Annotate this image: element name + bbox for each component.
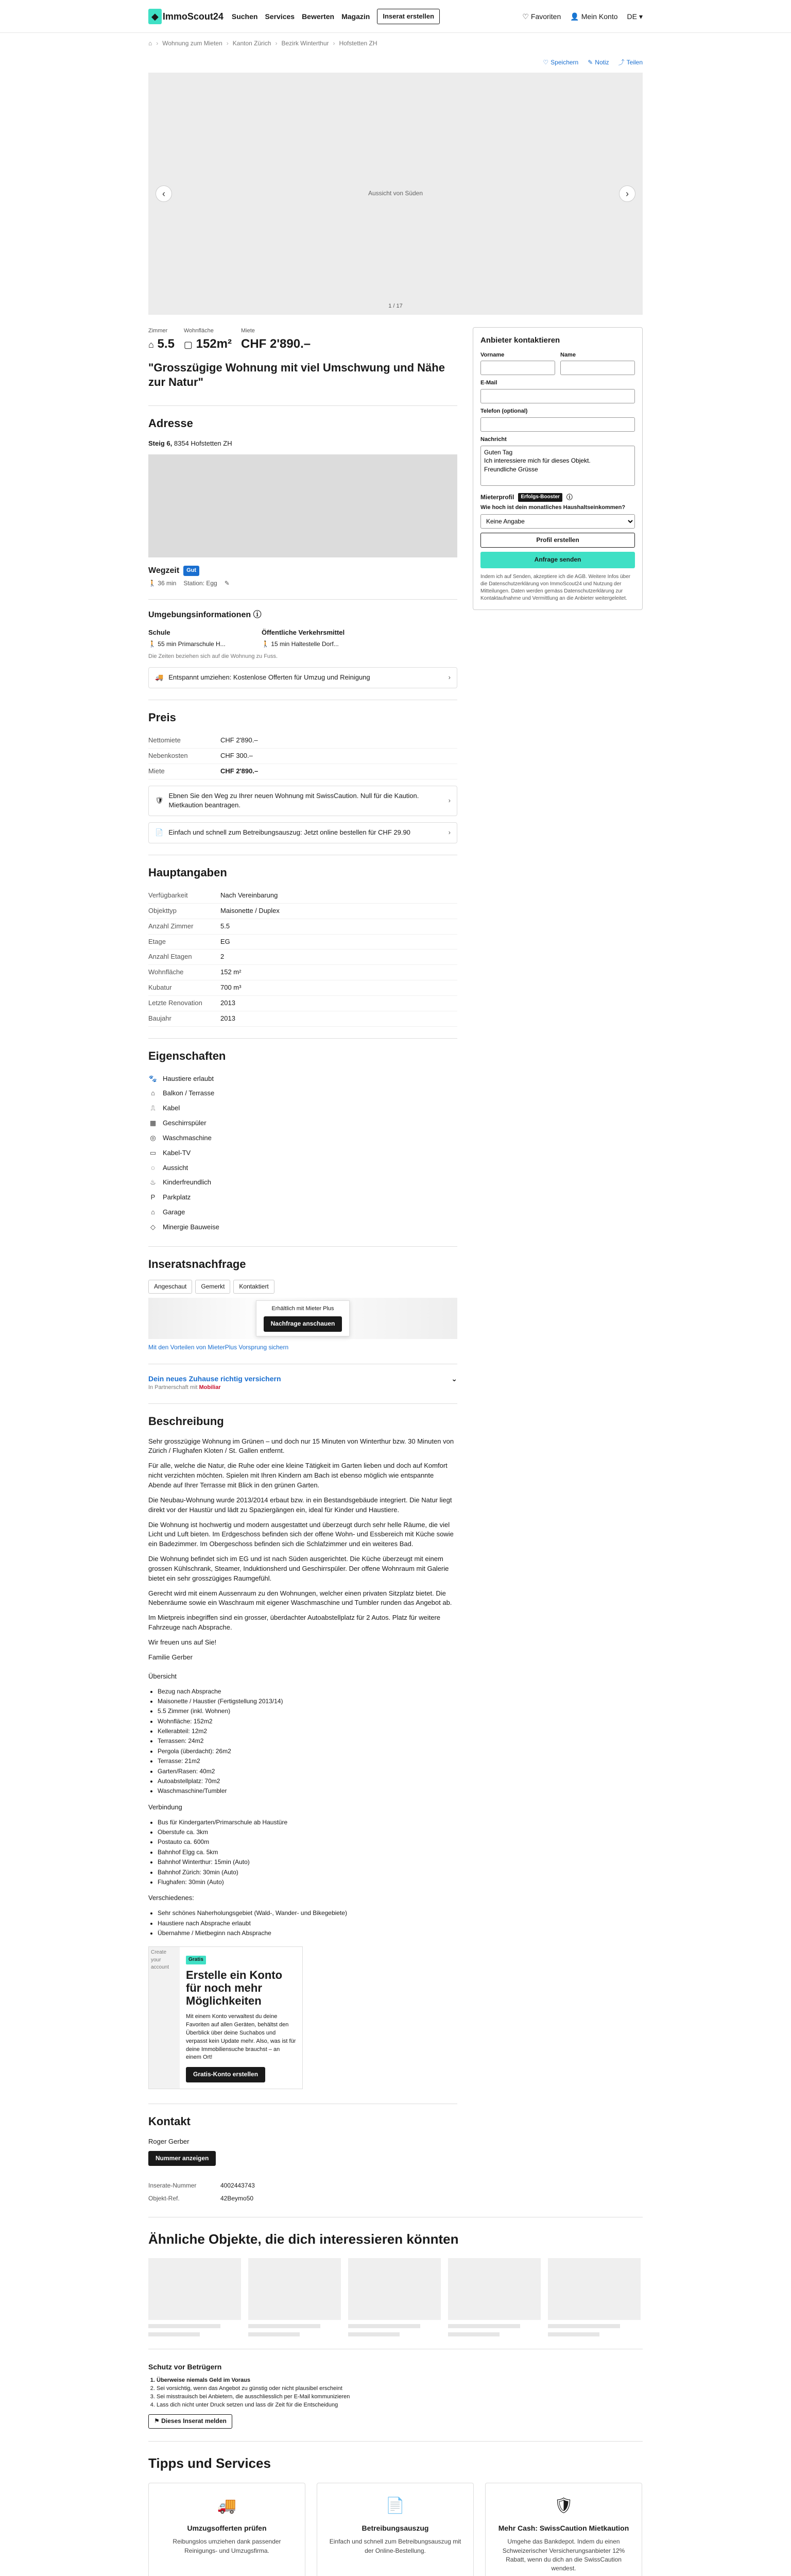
price-row: Nebenkosten CHF 300.– xyxy=(148,749,457,764)
contact-form xyxy=(473,327,643,610)
cable-icon: ⎍ xyxy=(150,1104,156,1112)
heart-icon: ♡ xyxy=(543,59,549,66)
save-button[interactable]: ♡ Speichern xyxy=(543,58,578,67)
message-label: Nachricht xyxy=(480,436,507,443)
env-note: Die Zeiten beziehen sich auf die Wohnung zu Fuss. xyxy=(148,653,278,660)
view-icon: ◌ xyxy=(151,1163,155,1172)
description-paragraph: Wir freuen uns auf Sie! xyxy=(148,1638,217,1646)
chevron-right-icon: › xyxy=(448,828,451,837)
chevron-right-icon: › xyxy=(448,796,451,805)
description-paragraph: Gerecht wird mit einem Aussenraum zu den Wohnungen, welcher einen privaten Sitzplatz bietet. Die Nebenräume sowie ein Waschraum mit eigener Waschmaschine und Tumbler runden das Angebot ab. xyxy=(148,1589,452,1607)
promo-moving[interactable]: 🚚 Entspannt umziehen: Kostenlose Offerten für Umzug und Reinigung › xyxy=(148,667,457,688)
shield-icon: 🛡 xyxy=(554,2497,574,2514)
key-facts xyxy=(148,327,457,353)
description-list-item: • Terrassen: 24m2 xyxy=(158,1736,457,1746)
transport-title: Verbindung xyxy=(148,1803,182,1811)
env-title: Umgebungsinformationen ⓘ xyxy=(148,611,262,620)
privacy-notice: Indem ich auf Senden, akzeptiere ich die AGB. Weitere Infos über die Datenschutzerklärung von ImmoScout24 und Nutzung der Mitteilungen. Daten werden gemäss Datenschutzerklärung zur Kontaktaufnahme und Vermittlung an die Anbieter weitergeleitet. xyxy=(480,573,631,601)
last-name-label: Name xyxy=(560,351,576,358)
tab-saved[interactable]: Gemerkt xyxy=(195,1280,230,1294)
feature-item: ⌂ Balkon / Terrasse xyxy=(148,1086,457,1101)
description-list-item: • Wohnfläche: 152m2 xyxy=(158,1717,457,1726)
mieterplus-link[interactable]: Mit den Vorteilen von MieterPlus Vorsprung sichern xyxy=(148,1344,289,1351)
info-row: Objekttyp Maisonette / Duplex xyxy=(148,904,457,919)
tv-icon: ▭ xyxy=(149,1148,157,1157)
info-icon[interactable]: ⓘ xyxy=(253,611,262,620)
feature-item: ◌ Aussicht xyxy=(148,1161,457,1176)
document-icon: 📄 xyxy=(155,828,164,837)
balcony-icon: ⌂ xyxy=(151,1089,155,1097)
show-number-button[interactable]: Nummer anzeigen xyxy=(148,2151,216,2166)
insurance-partner: In Partnerschaft mit Mobiliar xyxy=(148,1384,221,1391)
walk-icon: 🚶 xyxy=(148,579,156,587)
description-title: Beschreibung xyxy=(148,1414,224,1428)
similar-title: Ähnliche Objekte, die dich interessieren könnten xyxy=(148,2231,459,2247)
tip-title: Umzugsofferten prüfen xyxy=(187,2524,267,2533)
description-paragraph: Die Wohnung ist hochwertig und modern ausgestattet und überzeugt durch sehr helle Räume, die viel Licht und Luft bieten. Im Erdgeschoss befinden sich der offene Wohn- und Essbereich mit Küche sowie ein Badezimmer. Im Obergeschoss befinden sich die Schlafzimmer und ein weiteres Bad. xyxy=(148,1520,454,1548)
pet-icon: 🐾 xyxy=(148,1074,158,1082)
description-list-item: • Garten/Rasen: 40m2 xyxy=(158,1767,457,1776)
contact-title: Kontakt xyxy=(148,2114,191,2128)
contact-name: Roger Gerber xyxy=(148,2137,190,2145)
promo-debt-register[interactable]: 📄 Einfach und schnell zum Betreibungsauszug: Jetzt online bestellen für CHF 29.90 › xyxy=(148,822,457,843)
phone-input[interactable] xyxy=(480,417,635,432)
description-list-item: • Kellerabteil: 12m2 xyxy=(158,1726,457,1736)
info-row: Verfügbarkeit Nach Vereinbarung xyxy=(148,888,457,904)
rooms-value: 5.5 xyxy=(157,336,175,351)
mineral-icon: ◇ xyxy=(150,1223,156,1231)
description-list-item: • 5.5 Zimmer (inkl. Wohnen) xyxy=(158,1706,457,1716)
nav-services[interactable]: Services xyxy=(265,12,295,21)
income-select[interactable] xyxy=(480,514,635,529)
object-ref-row: Objekt-Ref. 42Beymo50 xyxy=(148,2195,254,2202)
garage-icon: ⌂ xyxy=(151,1208,155,1216)
price-value: CHF 2'890.– xyxy=(240,336,311,351)
message-input[interactable] xyxy=(480,446,635,486)
description-list-item: • Postauto ca. 600m xyxy=(158,1837,457,1847)
description-paragraph: Familie Gerber xyxy=(148,1653,193,1661)
shield-icon: 🛡 xyxy=(155,796,164,805)
rooms-label: Zimmer xyxy=(148,327,168,334)
chevron-down-icon: ▾ xyxy=(639,12,643,21)
description-paragraph: Im Mietpreis inbegriffen sind ein grosser, überdachter Autoabstellplatz für 2 Autos. Platz für weitere Fahrzeuge nach Absprache. xyxy=(148,1614,441,1632)
breadcrumb-item[interactable]: Kanton Zürich xyxy=(232,40,271,47)
edit-icon[interactable]: ✎ xyxy=(224,579,230,587)
user-icon: 👤 xyxy=(570,12,579,21)
chevron-right-icon: › xyxy=(626,188,629,199)
income-question: Wie hoch ist dein monatliches Haushaltseinkommen? xyxy=(480,504,626,511)
tip-text: Umgehe das Bankdepot. Indem du einen Schweizerischer Versicherungsanbieter 12% Rabatt, wenn du dich an die SwissCaution wendest. xyxy=(502,2538,625,2572)
description-list-item: • Bezug nach Absprache xyxy=(158,1687,457,1697)
station-name: Station: Egg xyxy=(183,579,217,587)
fraud-tip: 1. Überweise niemals Geld im Voraus xyxy=(157,2377,643,2385)
similar-listings xyxy=(148,2258,643,2336)
similar-card[interactable] xyxy=(548,2258,641,2336)
insurance-promo[interactable]: Dein neues Zuhause richtig versichern ⌄ xyxy=(148,1374,457,1384)
price-title: Preis xyxy=(148,711,176,724)
description-list-item: • Bahnhof Elgg ca. 5km xyxy=(158,1848,457,1857)
feature-item: ◎ Waschmaschine xyxy=(148,1131,457,1146)
listing-id-row: Inserate-Nummer 4002443743 xyxy=(148,2181,255,2189)
breadcrumb-item[interactable]: Bezirk Winterthur xyxy=(281,40,329,47)
description-list-item: • Bahnhof Zürich: 30min (Auto) xyxy=(158,1868,457,1877)
description-list-item: • Bus für Kindergarten/Primarschule ab Haustüre xyxy=(158,1818,457,1827)
tip-card xyxy=(485,2483,642,2576)
info-row: Anzahl Etagen 2 xyxy=(148,950,457,965)
first-name-label: Vorname xyxy=(480,351,505,358)
transit-title: Öffentliche Verkehrsmittel xyxy=(262,629,345,637)
school-item: 🚶 55 min Primarschule H... xyxy=(148,640,226,648)
walk-time: 36 min xyxy=(158,579,177,587)
gallery-next-button[interactable] xyxy=(619,185,635,202)
washer-icon: ◎ xyxy=(150,1133,156,1142)
promo-swisscaution[interactable]: 🛡 Ebnen Sie den Weg zu Ihrer neuen Wohnung mit SwissCaution. Null für die Kaution. Mietkaution beantragen. › xyxy=(148,786,457,817)
feature-item: ▭ Kabel-TV xyxy=(148,1146,457,1161)
create-profile-button[interactable]: Profil erstellen xyxy=(480,533,635,548)
nav-bewerten[interactable]: Bewerten xyxy=(302,12,335,21)
similar-card[interactable] xyxy=(248,2258,341,2336)
truck-icon: 🚚 xyxy=(155,673,164,682)
main-info-title: Hauptangaben xyxy=(148,866,227,879)
description-list-item: • Bahnhof Winterthur: 15min (Auto) xyxy=(158,1857,457,1867)
walkscore-badge: Gut xyxy=(183,566,199,576)
description-list-item: • Maisonette / Haustier (Fertigstellung 2013/14) xyxy=(158,1697,457,1706)
chevron-down-icon: ⌄ xyxy=(451,1374,457,1383)
favorites-link[interactable]: ♡ Favoriten xyxy=(522,11,561,22)
gallery-counter: 1 / 17 xyxy=(388,302,403,309)
contact-form-title: Anbieter kontaktieren xyxy=(480,335,560,345)
note-icon: ✎ xyxy=(588,59,593,66)
create-account-button[interactable]: Gratis-Konto erstellen xyxy=(186,2067,265,2082)
fireplace-icon: ♨ xyxy=(150,1178,156,1187)
feature-item: ◇ Minergie Bauweise xyxy=(148,1220,457,1235)
share-bar xyxy=(148,54,643,72)
info-icon[interactable]: ⓘ xyxy=(566,493,573,501)
similar-card[interactable] xyxy=(448,2258,541,2336)
map[interactable] xyxy=(148,454,457,557)
misc-title: Verschiedenes: xyxy=(148,1894,194,1902)
description-paragraph: Sehr grosszügige Wohnung im Grünen – und doch nur 15 Minuten von Winterthur bzw. 30 Minuten von Zürich / Flughafen Kloten / St. Gallen entfernt. xyxy=(148,1437,454,1455)
main-nav xyxy=(232,9,440,25)
logo-text: ImmoScout24 xyxy=(162,11,223,22)
ad-text: Mit einem Konto verwaltest du deine Favoriten auf allen Geräten, behältst den Überblick über deine Suchabos und verpasst kein Update mehr. Also, was ist für deine Immobiliensuche brauchst – an einem Ort! xyxy=(186,2013,296,2061)
tenant-profile-label: Mieterprofil xyxy=(480,493,514,501)
report-listing-button[interactable]: ⚑ Dieses Inserat melden xyxy=(148,2414,232,2428)
breadcrumb-item[interactable]: Wohnung zum Mieten xyxy=(162,40,222,47)
description-list-item: • Autoabstellplatz: 70m2 xyxy=(158,1776,457,1786)
account-ad xyxy=(148,1946,303,2089)
phone-label: Telefon (optional) xyxy=(480,408,528,415)
transit-item: 🚶 15 min Haltestelle Dorf... xyxy=(262,640,339,648)
main-content xyxy=(148,327,457,2217)
description-list-item: • Terrasse: 21m2 xyxy=(158,1756,457,1766)
address-title: Adresse xyxy=(148,416,193,430)
heart-icon: ♡ xyxy=(522,12,529,21)
chevron-left-icon: ‹ xyxy=(162,188,165,199)
share-icon: ⤴ xyxy=(618,59,625,66)
create-ad-button[interactable]: Inserat erstellen xyxy=(377,9,440,25)
account-link[interactable]: 👤 Mein Konto xyxy=(570,11,617,22)
description-list-item: • Pergola (überdacht): 26m2 xyxy=(158,1747,457,1756)
ad-tag: Gratis xyxy=(186,1956,206,1964)
feature-item: ♨ Kinderfreundlich xyxy=(148,1175,457,1190)
gallery-image-alt: Aussicht von Süden xyxy=(368,190,423,197)
price-label: Miete xyxy=(240,327,255,334)
image-gallery[interactable] xyxy=(148,73,643,315)
features-title: Eigenschaften xyxy=(148,1049,226,1062)
school-title: Schule xyxy=(148,629,170,637)
home-icon[interactable]: ⌂ xyxy=(148,40,152,47)
inquiry-chart-locked xyxy=(148,1298,457,1339)
overview-title: Übersicht xyxy=(148,1672,177,1680)
inquiry-title: Inseratsnachfrage xyxy=(148,1257,246,1270)
tip-title: Betreibungsauszug xyxy=(362,2524,429,2533)
feature-item: ▦ Geschirrspüler xyxy=(148,1116,457,1131)
booster-badge: Erfolgs-Booster xyxy=(518,493,562,502)
similar-card[interactable] xyxy=(148,2258,241,2336)
area-value: 152m² xyxy=(196,336,232,351)
fraud-tip: 3. Sei misstrauisch bei Anbietern, die ausschliesslich per E-Mail kommunizieren xyxy=(157,2393,643,2401)
notes-button[interactable]: ✎ Notiz xyxy=(588,58,609,67)
fraud-tip: 4. Lass dich nicht unter Druck setzen und lass dir Zeit für die Entscheidung xyxy=(157,2401,643,2410)
feature-item: P Parkplatz xyxy=(148,1190,457,1205)
dishwasher-icon: ▦ xyxy=(149,1119,157,1127)
walk-icon: 🚶 xyxy=(148,640,156,648)
view-inquiry-button[interactable]: Nachfrage anschauen xyxy=(264,1316,342,1331)
logo-mark: ◆ xyxy=(148,9,162,24)
info-row: Letzte Renovation 2013 xyxy=(148,996,457,1011)
description-list-item: • Waschmaschine/Tumbler xyxy=(158,1786,457,1796)
tips-title: Tipps und Services xyxy=(148,2455,271,2471)
area-label: Wohnfläche xyxy=(183,327,214,334)
info-row: Baujahr 2013 xyxy=(148,1011,457,1027)
description-paragraph: Die Neubau-Wohnung wurde 2013/2014 erbaut bzw. in ein Bestandsgebäude integriert. Die Natur liegt direkt vor der Haustür und lädt zu Spaziergängen ein, ideal für Kinder und Haustiere. xyxy=(148,1496,452,1514)
description-paragraph: Die Wohnung befindet sich im EG und ist nach Süden ausgerichtet. Die Küche überzeugt mit einem grossen Kühlschrank, Steamer, Induktionsherd und Geschirrspüler. Der offene Wohnraum mit Galerie bietet ein sehr grosszügiges Raumgefühl. xyxy=(148,1555,449,1582)
top-header xyxy=(0,0,791,33)
fraud-tip: 2. Sei vorsichtig, wenn das Angebot zu günstig oder nicht plausibel erscheint xyxy=(157,2385,643,2393)
info-row: Anzahl Zimmer 5.5 xyxy=(148,919,457,935)
breadcrumb-current: Hofstetten ZH xyxy=(339,40,377,47)
tab-viewed[interactable]: Angeschaut xyxy=(148,1280,192,1294)
description-list-item: • Haustiere nach Absprache erlaubt xyxy=(158,1919,457,1928)
info-row: Kubatur 700 m³ xyxy=(148,980,457,996)
document-icon: 📄 xyxy=(385,2497,405,2514)
description-paragraph: Für alle, welche die Natur, die Ruhe oder eine kleine Tätigkeit im Garten lieben und doch auf Komfort nicht verzichten möchten. Spielen mit Ihren Kindern am Bach ist ebenso möglich wie entspannte Abende auf Ihrer Terrasse mit Blick in den grünen Garten. xyxy=(148,1462,448,1489)
feature-item: 🐾 Haustiere erlaubt xyxy=(148,1072,457,1087)
description-list-item: • Übernahme / Mietbeginn nach Absprache xyxy=(158,1928,457,1938)
share-button[interactable]: ⤴ Teilen xyxy=(618,58,643,67)
ad-title: Erstelle ein Konto für noch mehr Möglichkeiten xyxy=(186,1968,283,2008)
last-name-input[interactable] xyxy=(560,361,635,375)
tip-text: Einfach und schnell zum Betreibungsauszug mit der Online-Bestellung. xyxy=(329,2538,461,2554)
language-select[interactable]: DE ▾ xyxy=(627,11,643,22)
feature-item: ⌂ Garage xyxy=(148,1205,457,1220)
walkscore-label: Wegzeit xyxy=(148,566,180,575)
nav-magazin[interactable]: Magazin xyxy=(341,12,370,21)
listing-headline: "Grosszügige Wohnung mit viel Umschwung und Nähe zur Natur" xyxy=(148,361,445,389)
send-inquiry-button[interactable]: Anfrage senden xyxy=(480,552,635,568)
description-list-item: • Sehr schönes Naherholungsgebiet (Wald-, Wander- und Bikegebiete) xyxy=(158,1908,457,1918)
inquiry-card-text: Erhältlich mit Mieter Plus xyxy=(271,1306,334,1312)
email-input[interactable] xyxy=(480,389,635,403)
tip-card xyxy=(317,2483,474,2576)
nav-suchen[interactable]: Suchen xyxy=(231,12,258,21)
tip-title: Mehr Cash: SwissCaution Mietkaution xyxy=(498,2524,629,2533)
description-list-item: • Oberstufe ca. 3km xyxy=(158,1827,457,1837)
first-name-input[interactable] xyxy=(480,361,555,375)
info-row: Wohnfläche 152 m² xyxy=(148,965,457,980)
area-icon: ▢ xyxy=(183,339,193,350)
price-row: Miete CHF 2'890.– xyxy=(148,764,457,779)
truck-icon: 🚚 xyxy=(217,2497,237,2514)
info-row: Etage EG xyxy=(148,935,457,950)
ad-image: Create your account xyxy=(149,1947,180,2088)
fraud-title: Schutz vor Betrügern xyxy=(148,2363,222,2371)
address-line: Steig 6, 8354 Hofstetten ZH xyxy=(148,439,232,447)
tip-text: Reibungslos umziehen dank passender Reinigungs- und Umzugsfirma. xyxy=(173,2538,281,2554)
logo[interactable] xyxy=(148,9,223,24)
tab-contacted[interactable]: Kontaktiert xyxy=(233,1280,274,1294)
gallery-prev-button[interactable] xyxy=(156,185,172,202)
chevron-right-icon: › xyxy=(448,673,451,682)
similar-card[interactable] xyxy=(348,2258,441,2336)
breadcrumb: ⌂ › Wohnung zum Mieten › Kanton Zürich › Bezirk Winterthur › Hofstetten ZH xyxy=(148,33,643,54)
tip-card xyxy=(148,2483,305,2576)
email-label: E-Mail xyxy=(480,380,497,386)
description-list-item: • Flughafen: 30min (Auto) xyxy=(158,1877,457,1887)
walk-icon: 🚶 xyxy=(262,640,269,648)
feature-item: ⎍ Kabel xyxy=(148,1101,457,1116)
flag-icon: ⚑ xyxy=(154,2417,160,2425)
price-row: Nettomiete CHF 2'890.– xyxy=(148,733,457,749)
home-icon: ⌂ xyxy=(148,339,154,350)
parking-icon: P xyxy=(150,1193,156,1201)
